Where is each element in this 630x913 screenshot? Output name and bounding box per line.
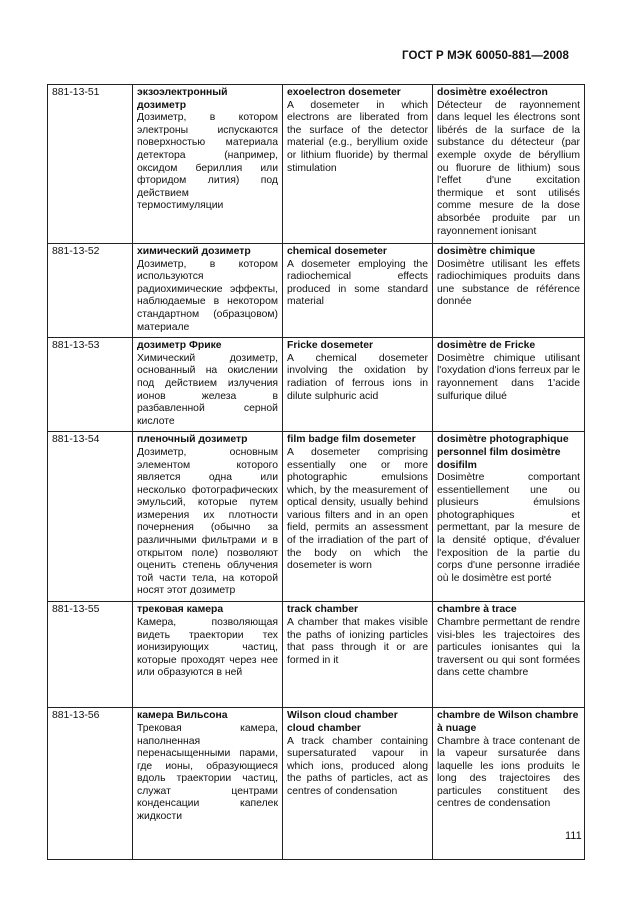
terminology-table-body xyxy=(48,85,585,860)
table-row xyxy=(48,244,585,338)
definition-en: A dosemeter employing the radiochemical effects produced in some standard material xyxy=(287,258,428,308)
term-fr: chambre de Wilson chambre à nuage xyxy=(437,710,579,734)
term-en: track chamber xyxy=(287,604,359,616)
entry-ru xyxy=(133,432,283,602)
definition-fr: Dosimètre utilisant les effets radiochimiques produits dans une substance de référence donnée xyxy=(437,258,580,308)
entry-ru xyxy=(133,602,283,708)
entry-fr xyxy=(433,338,585,432)
term-number: 881-13-55 xyxy=(48,602,133,708)
table-row xyxy=(48,708,585,860)
entry-en xyxy=(283,708,433,860)
entry-ru xyxy=(133,85,283,244)
table-row xyxy=(48,432,585,602)
table-row xyxy=(48,338,585,432)
entry-en xyxy=(283,244,433,338)
term-ru: трековая камера xyxy=(137,604,224,616)
term-ru: дозиметр Фрике xyxy=(137,340,222,352)
term-ru: химический дозиметр xyxy=(137,246,251,257)
entry-fr xyxy=(433,602,585,708)
term-fr: dosimètre photographique personnel film dosimètre dosifilm xyxy=(437,434,569,471)
term-en: film badge film dosemeter xyxy=(287,434,416,446)
term-number: 881-13-53 xyxy=(48,338,133,432)
definition-en: A dosemeter in which electrons are liberated from the surface of the detector material (e.g., beryllium oxide or lithium fluoride) by thermal stimulation xyxy=(287,99,428,174)
table-row xyxy=(48,602,585,708)
definition-en: A track chamber containing supersaturated vapour in which ions, produced along the paths of particles, act as centres of condensation xyxy=(287,735,428,797)
term-number: 881-13-51 xyxy=(48,85,133,244)
entry-ru xyxy=(133,708,283,860)
definition-ru: Трековая камера, наполненная перенасыщенными парами, где ионы, образующиеся вдоль траектории частиц, служат центрами конденсации капелек жидкости xyxy=(137,722,278,823)
term-number: 881-13-52 xyxy=(48,244,133,338)
page-number: 111 xyxy=(565,830,582,842)
terminology-table xyxy=(47,84,585,860)
term-fr: dosimètre chimique xyxy=(437,246,536,257)
definition-fr: Chambre à trace contenant de la vapeur sursaturée dans laquelle les ions produits le long des trajectoires des particules constituent des centres de condensation xyxy=(437,735,580,810)
entry-ru xyxy=(133,244,283,338)
term-en: exoelectron dosemeter xyxy=(287,87,401,98)
definition-fr: Dosimètre chimique utilisant l'oxydation d'ions ferreux par le rayonnement dans 1'acide sulfurique dilué xyxy=(437,352,580,402)
definition-en: A chemical dosemeter involving the oxidation by radiation of ferrous ions in dilute sulphuric acid xyxy=(287,352,428,402)
entry-en xyxy=(283,602,433,708)
definition-ru: Дозиметр, в котором электроны испускаются поверхностью материала детектора (например, оксидом бериллия или фторидом лития) под действием термостимуляции xyxy=(137,112,278,212)
term-fr: dosimètre de Fricke xyxy=(437,340,536,352)
term-en: Wilson cloud chamber cloud chamber xyxy=(287,710,398,734)
document-header: ГОСТ Р МЭК 60050-881—2008 xyxy=(402,50,569,62)
entry-en xyxy=(283,338,433,432)
term-fr: chambre à trace xyxy=(437,604,517,616)
definition-ru: Дозиметр, в котором используются радиохимические эффекты, наблюдаемые в некотором стандартном (образцовом) материале xyxy=(137,258,278,333)
definition-ru: Химический дозиметр, основанный на окислении под действием излучения ионов железа в разбавленной серной кислоте xyxy=(137,352,278,427)
term-number: 881-13-54 xyxy=(48,432,133,602)
entry-fr xyxy=(433,432,585,602)
term-en: chemical dosemeter xyxy=(287,246,387,257)
term-ru: экзоэлектронный дозиметр xyxy=(137,87,228,111)
definition-fr: Chambre permettant de rendre visi-bles les trajectoires des particules ionisantes qui la traversent ou qui sont formées dans cette chambre xyxy=(437,616,580,679)
term-number: 881-13-56 xyxy=(48,708,133,860)
term-fr: dosimètre exoélectron xyxy=(437,87,548,98)
entry-fr xyxy=(433,85,585,244)
table-row xyxy=(48,85,585,244)
definition-ru: Дозиметр, основным элементом которого является одна или несколько фотографических эмульсий, которые путем измерения их плотности почернения (обычно за различными фильтрами и в открытом поле) позволяют оценить степень облучения той части тела, на которой носят этот дозиметр xyxy=(137,446,278,597)
entry-fr xyxy=(433,244,585,338)
definition-ru: Камера, позволяющая видеть траектории тех ионизирующих частиц, которые проходят через нее или образуются в ней xyxy=(137,616,278,679)
term-ru: пленочный дозиметр xyxy=(137,434,248,446)
definition-en: A chamber that makes visible the paths of ionizing particles that pass through it or are formed in it xyxy=(287,616,428,666)
definition-fr: Détecteur de rayonnement dans lequel les électrons sont libérés de la surface de la substance du détecteur (par exemple oxyde de béryllium ou fluorure de lithium) sous l'effet d'une excitation thermique et sont utilisés comme mesure de la dose absorbée produite par un rayonnement ionisant xyxy=(437,99,580,237)
entry-fr xyxy=(433,708,585,860)
entry-ru xyxy=(133,338,283,432)
entry-en xyxy=(283,85,433,244)
term-ru: камера Вильсона xyxy=(137,710,228,722)
term-en: Fricke dosemeter xyxy=(287,340,374,352)
entry-en xyxy=(283,432,433,602)
definition-fr: Dosimètre comportant essentiellement une ou plusieurs émulsions photographiques et permettant, par la mesure de la densité optique, d'évaluer l'exposition de la partie du corps d'une personne irradiée où le dosimètre est porté xyxy=(437,472,580,584)
definition-en: A dosemeter comprising essentially one or more photographic emulsions which, by the measurement of optical density, usually behind various filters and in an open field, permits an assessment of the irradiation of the part of the body on which the dosemeter is worn xyxy=(287,446,428,572)
